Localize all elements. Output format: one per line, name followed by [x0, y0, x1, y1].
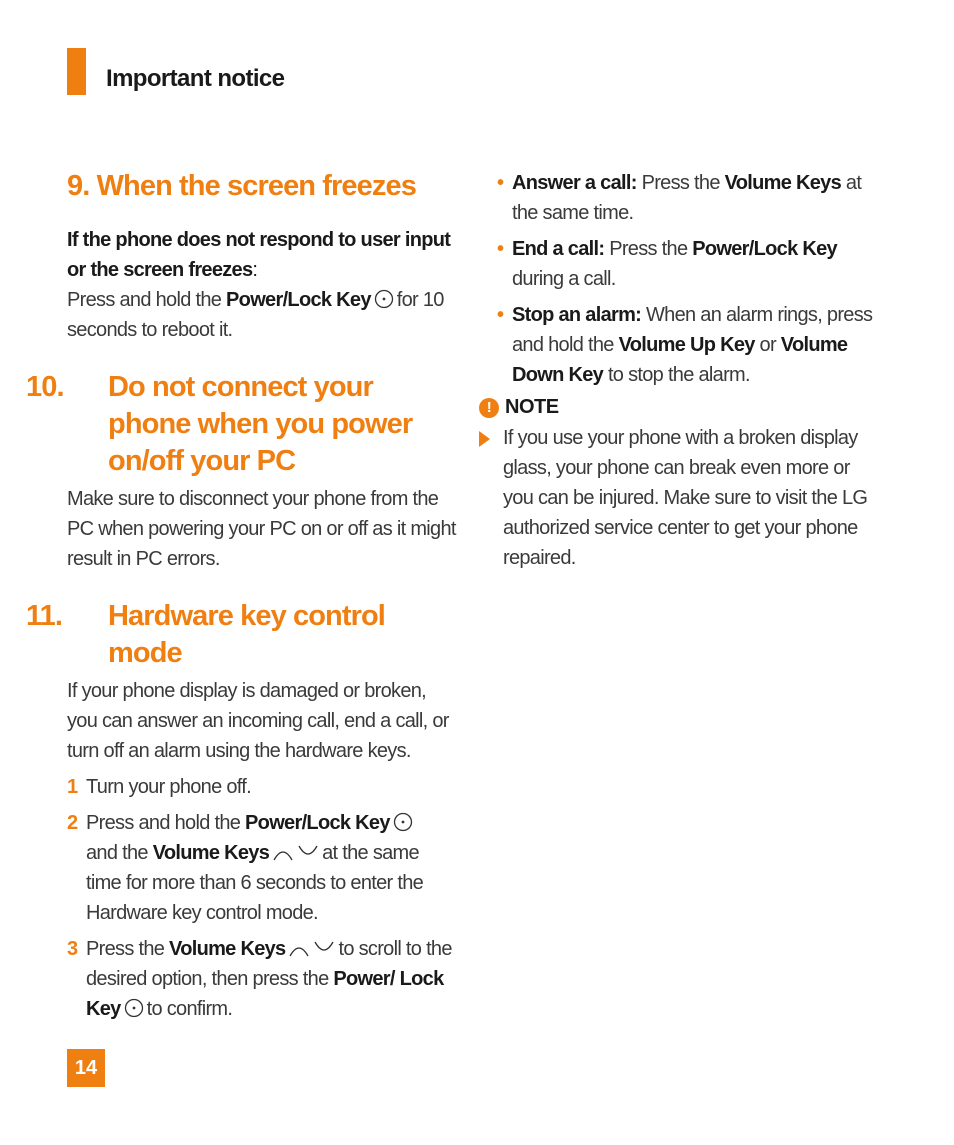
bullet-text: or	[759, 334, 776, 356]
bullet-text: to stop the alarm.	[607, 364, 750, 386]
section-9-number: 9.	[67, 170, 90, 202]
volume-up-key-icon	[288, 940, 310, 958]
bullet-answer-call	[497, 168, 877, 228]
bullet-label: End a call:	[512, 238, 605, 260]
header-accent-bar	[67, 48, 86, 95]
section-10-title: Do not connect your phone when you power on/off your PC	[108, 371, 413, 477]
bullet-stop-alarm	[497, 300, 877, 390]
step-3	[67, 934, 457, 1024]
power-key-icon	[124, 998, 144, 1018]
section-9-lead-bold: If the phone does not respond to user input or the screen freezes	[67, 229, 451, 281]
bullet-dot: •	[497, 238, 504, 260]
section-10-number: 10.	[26, 371, 64, 403]
page-header-title: Important notice	[106, 65, 285, 92]
bullet-dot: •	[497, 304, 504, 326]
power-key-icon	[393, 812, 413, 832]
bullet-text: When an alarm rings, press and hold the	[512, 304, 873, 356]
section-11-body: If your phone display is damaged or broken, you can answer an incoming call, end a call, or turn off an alarm using the hardware keys.	[67, 680, 449, 762]
section-10-heading	[26, 369, 457, 480]
step-text: to scroll to the desired option, then press the	[86, 938, 452, 990]
bullet-text: at the same time.	[512, 172, 862, 224]
step-2	[67, 808, 457, 928]
note-alert-icon: !	[479, 398, 499, 418]
bullet-text: Press the	[641, 172, 720, 194]
volume-down-key-icon	[297, 844, 319, 862]
left-column	[26, 168, 457, 1024]
bullet-end-call	[497, 234, 877, 294]
step-number: 3	[67, 938, 78, 960]
bullet-label: Stop an alarm:	[512, 304, 642, 326]
step-text: to confirm.	[146, 998, 233, 1020]
bullet-key: Volume Down Key	[512, 334, 848, 386]
bullet-key: Power/Lock Key	[692, 238, 837, 260]
step-number: 2	[67, 812, 78, 834]
bullet-label: Answer a call:	[512, 172, 637, 194]
note-arrow-icon	[479, 431, 490, 447]
step-text: Turn your phone off.	[86, 776, 252, 798]
volume-down-key-icon	[313, 940, 335, 958]
right-column	[486, 168, 877, 573]
bullet-text: Press the	[609, 238, 688, 260]
note-body	[497, 423, 877, 573]
section-9-lead	[67, 225, 457, 285]
section-9-key: Power/Lock Key	[226, 289, 371, 311]
bullet-key: Volume Keys	[724, 172, 842, 194]
volume-up-key-icon	[272, 844, 294, 862]
section-11-heading	[26, 598, 457, 672]
step-key: Power/ Lock Key	[86, 968, 444, 1020]
section-11-number: 11.	[26, 600, 63, 632]
section-9-title: When the screen freezes	[96, 170, 416, 202]
note-text: If you use your phone with a broken display glass, your phone can break even more or you can be injured. Make sure to visit the LG authorized service center to get your phone repaired.	[503, 427, 868, 569]
step-1	[67, 772, 457, 802]
section-9-text-a: Press and hold the	[67, 289, 222, 311]
bullet-dot: •	[497, 172, 504, 194]
section-9-heading	[67, 168, 457, 205]
section-9-body	[67, 285, 457, 345]
step-key: Volume Keys	[169, 938, 286, 960]
section-11-title: Hardware key control mode	[108, 600, 385, 669]
step-text: and the	[86, 842, 148, 864]
section-9-lead-colon: :	[252, 259, 258, 281]
step-key: Volume Keys	[152, 842, 270, 864]
step-text: Press the	[86, 938, 165, 960]
page-number: 14	[67, 1049, 105, 1087]
power-key-icon	[374, 289, 394, 309]
step-key: Power/Lock Key	[245, 812, 390, 834]
section-10-body: Make sure to disconnect your phone from the PC when powering your PC on or off as it might result in PC errors.	[67, 488, 456, 570]
note-heading	[486, 396, 877, 419]
note-heading-label: NOTE	[505, 396, 559, 418]
section-9-text-b: for 10 seconds to reboot it.	[67, 289, 444, 341]
step-number: 1	[67, 776, 78, 798]
bullet-key: Volume Up Key	[618, 334, 755, 356]
bullet-text: during a call.	[512, 268, 616, 290]
step-text: at the same time for more than 6 seconds to enter the Hardware key control mode.	[86, 842, 424, 924]
step-text: Press and hold the	[86, 812, 241, 834]
